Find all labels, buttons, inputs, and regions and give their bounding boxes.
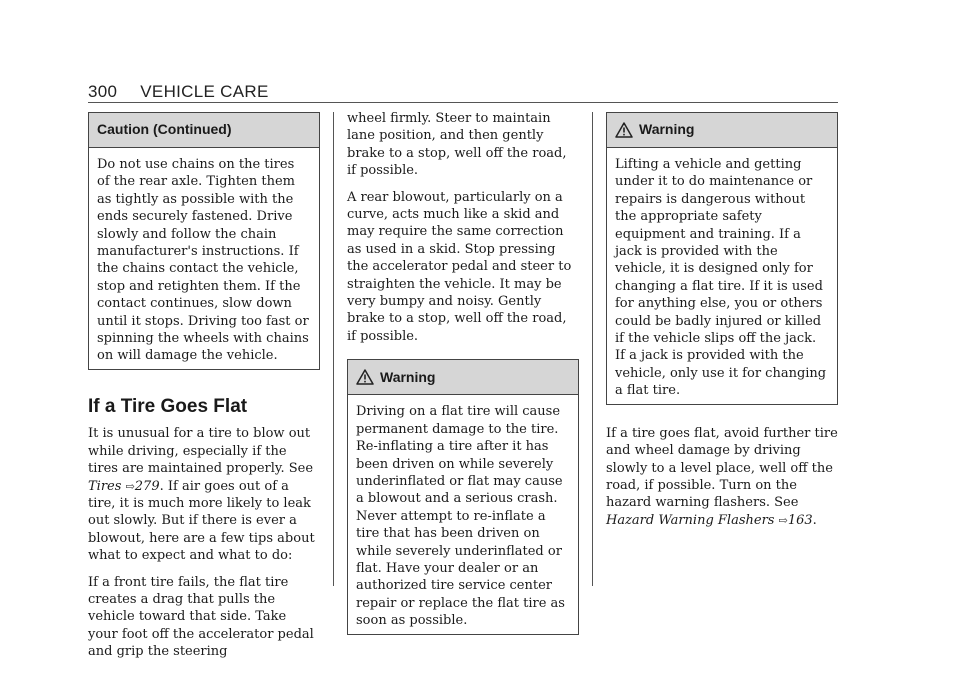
warning-text: Driving on a flat tire will cause permanent damage to the tire. Re-inflating a tire after it has been driven on while severely underinflated or flat may cause a blowout and a serious crash. Never attempt to re-inflate a tire that has been driven on while severely underinflated or flat. Have your dealer or an authorized tire service center repair or replace the flat tire as soon as possible. — [356, 404, 565, 629]
page-ref-icon: ⇨ — [778, 513, 788, 527]
page-number: 300 — [88, 82, 118, 101]
warning-triangle-icon — [615, 122, 633, 138]
paragraph: A rear blowout, particularly on a curve, acts much like a skid and may require the same correction as used in a skid. Stop pressing the accelerator pedal and steer to straighten the vehicle. It may be very bumpy and noisy. Gently brake to a stop, well off the road, if possible. — [347, 189, 572, 344]
page-ref: 163 — [787, 512, 813, 528]
page-ref-icon: ⇨ — [125, 479, 135, 493]
caution-box — [88, 112, 320, 370]
hazard-flashers-link[interactable]: Hazard Warning Flashers — [606, 512, 775, 528]
paragraph: wheel firmly. Steer to maintain lane position, and then gently brake to a stop, well off the road, if possible. — [347, 111, 567, 179]
column-divider — [592, 112, 593, 586]
warning-header — [607, 113, 837, 148]
paragraph: It is unusual for a tire to blow out while driving, especially if the tires are maintained properly. See Tires ⇨279. If air goes out of a tire, it is much more likely to leak out slowly. But if there is ever a blowout, here are a few tips about what to expect and what to do: — [88, 426, 315, 564]
warning-header — [348, 360, 578, 395]
warning-title: Warning — [380, 368, 436, 385]
section-title: If a Tire Goes Flat — [88, 395, 248, 417]
warning-box — [347, 359, 579, 634]
caution-text: Do not use chains on the tires of the rear axle. Tighten them as tightly as possible with the ends securely fastened. Drive slowly and follow the chain manufacturer's instructions. If the chains contact the vehicle, stop and retighten them. If the contact continues, slow down until it stops. Driving too fast or spinning the wheels with chains on will damage the vehicle. — [97, 157, 309, 364]
warning-title: Warning — [639, 121, 695, 138]
page-header — [88, 82, 838, 102]
caution-header: Caution (Continued) — [89, 113, 319, 148]
paragraph: If a tire goes flat, avoid further tire and wheel damage by driving slowly to a level place, well off the road, if possible. Turn on the hazard warning flashers. See Hazard Warning Flashers ⇨163. — [606, 425, 838, 528]
tires-link[interactable]: Tires — [88, 478, 122, 494]
column-3 — [606, 112, 838, 538]
column-divider — [333, 112, 334, 586]
section-name: VEHICLE CARE — [140, 82, 269, 101]
column-1 — [88, 112, 320, 670]
warning-triangle-icon — [356, 369, 374, 385]
header-rule — [88, 102, 838, 103]
page-ref: 279 — [134, 478, 160, 494]
warning-text: Lifting a vehicle and getting under it to do maintenance or repairs is dangerous without the appropriate safety equipment and training. If a jack is provided with the vehicle, it is designed only for changing a flat tire. If it is used for anything else, you or others could be badly injured or killed if the vehicle slips off the jack. If a jack is provided with the vehicle, only use it for changing a flat tire. — [615, 157, 827, 399]
paragraph: If a front tire fails, the flat tire creates a drag that pulls the vehicle toward that side. Take your foot off the accelerator pedal and grip the steering — [88, 574, 314, 660]
warning-box — [606, 112, 838, 405]
column-2 — [347, 110, 579, 645]
